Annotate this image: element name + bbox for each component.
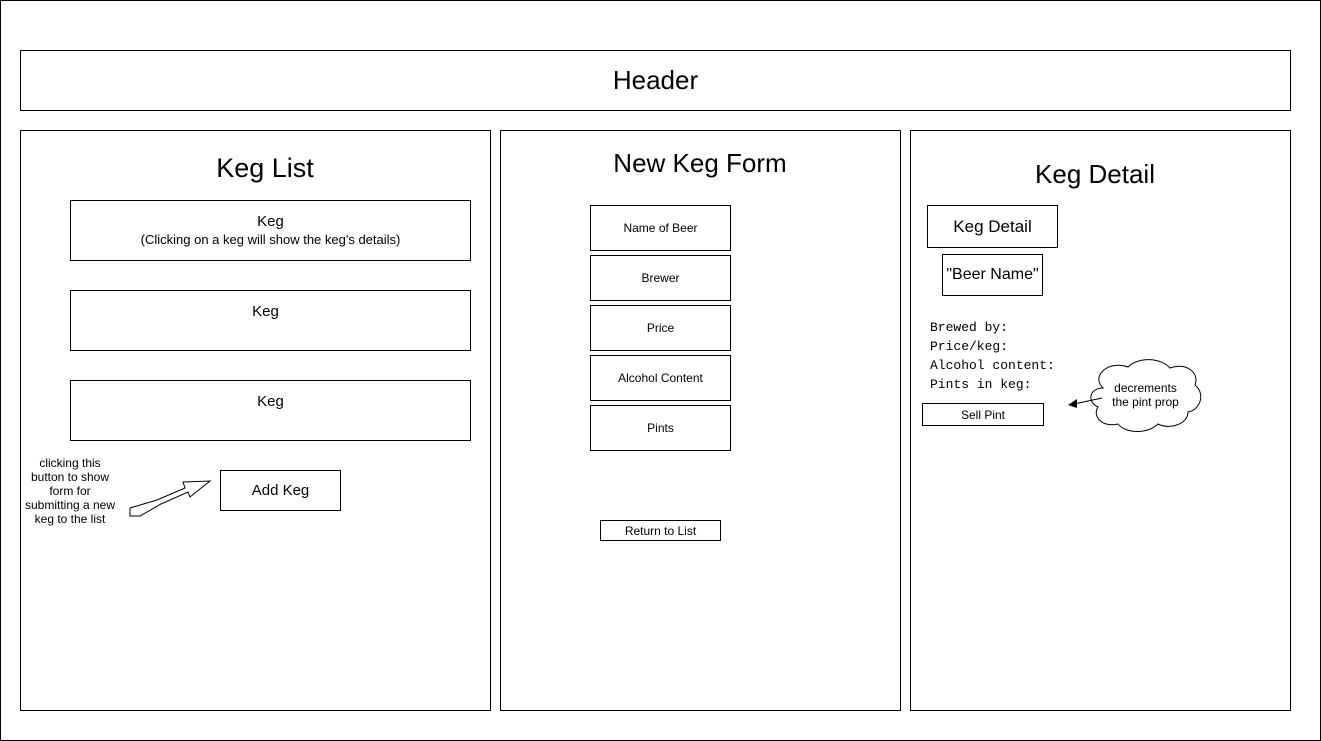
alcohol-content-label: Alcohol content:: [930, 358, 1055, 373]
brewed-by-label: Brewed by:: [930, 320, 1009, 335]
field-label: Name of Beer: [623, 221, 698, 235]
keg-item-label: Keg: [257, 393, 284, 410]
beer-name: "Beer Name": [946, 266, 1039, 283]
keg-item-note: (Clicking on a keg will show the keg's details): [140, 232, 401, 247]
add-keg-annotation: clicking this button to show form for submitting a new keg to the list: [24, 456, 116, 526]
field-label: Pints: [647, 421, 674, 435]
header-title: Header: [612, 65, 699, 95]
keg-detail-subtitle: Keg Detail: [953, 216, 1032, 236]
keg-detail-title: Keg Detail: [1035, 159, 1155, 189]
cloud-callout-text: decrements the pint prop: [1112, 381, 1179, 409]
block-arrow-icon: [130, 481, 210, 516]
keg-list-title: Keg List: [216, 153, 314, 183]
field-label: Alcohol Content: [618, 371, 703, 385]
field-label: Price: [646, 321, 675, 335]
sell-pint-label: Sell Pint: [960, 407, 1006, 422]
field-label: Brewer: [641, 271, 680, 285]
keg-item-label: Keg: [252, 303, 279, 320]
new-keg-form-title: New Keg Form: [613, 148, 787, 178]
add-keg-label: Add Keg: [251, 482, 310, 499]
keg-item-label: Keg: [257, 213, 284, 230]
price-per-keg-label: Price/keg:: [930, 339, 1009, 354]
return-to-list-label: Return to List: [624, 523, 697, 538]
arrowhead-icon: [1068, 399, 1077, 408]
pints-in-keg-label: Pints in keg:: [930, 377, 1032, 392]
